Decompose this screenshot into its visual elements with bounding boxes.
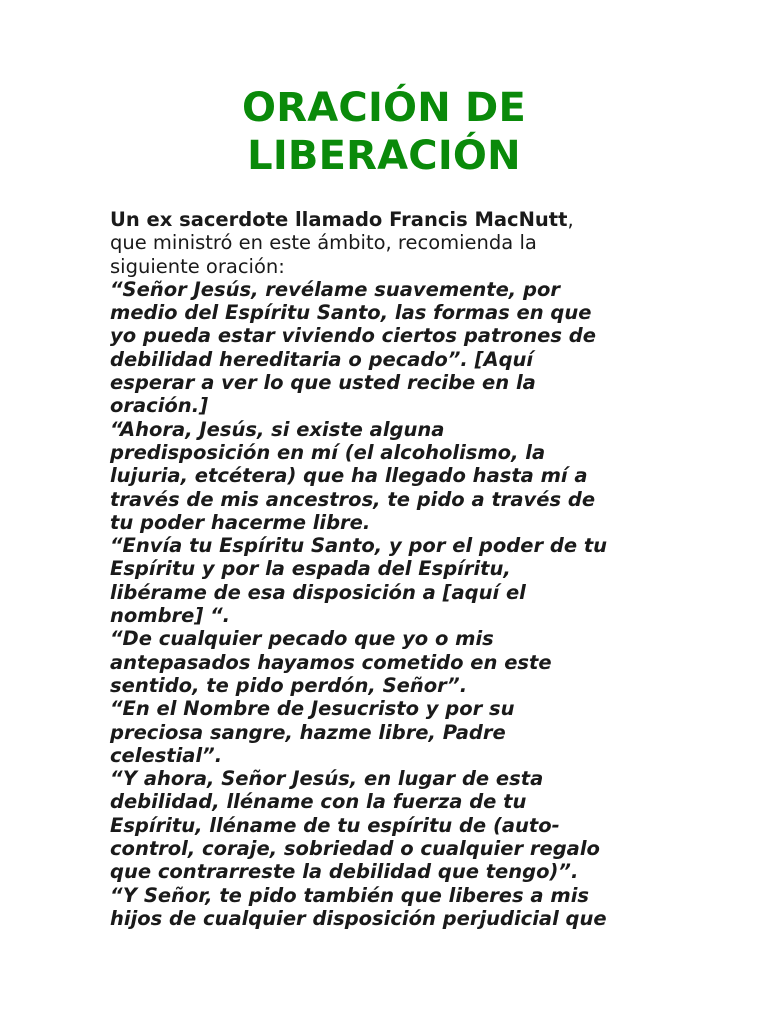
- intro-line-1: [110, 208, 658, 231]
- prayer-line: Espíritu y por la espada del Espíritu,: [110, 557, 511, 581]
- prayer-line: predisposición en mí (el alcoholismo, la: [110, 440, 546, 464]
- prayer-line: “Señor Jesús, revélame suavemente, por: [110, 277, 560, 301]
- prayer-line: oración.]: [110, 394, 209, 418]
- intro-line-3: siguiente oración:: [110, 254, 285, 278]
- prayer-line: “Ahora, Jesús, si existe alguna: [110, 417, 445, 441]
- prayer-line: lujuria, etcétera) que ha llegado hasta mí a: [110, 464, 588, 488]
- prayer-text: [110, 278, 658, 930]
- title-line-2: LIBERACIÓN: [247, 133, 521, 179]
- prayer-line: debilidad, lléname con la fuerza de tu: [110, 790, 527, 814]
- intro-comma: ,: [567, 208, 574, 231]
- prayer-line: sentido, te pido perdón, Señor”.: [110, 673, 468, 697]
- prayer-line: medio del Espíritu Santo, las formas en que: [110, 301, 592, 325]
- prayer-line: preciosa sangre, hazme libre, Padre: [110, 720, 506, 744]
- prayer-line: “Y ahora, Señor Jesús, en lugar de esta: [110, 767, 544, 791]
- prayer-line: que contrarreste la debilidad que tengo)”.: [110, 860, 579, 884]
- document-page: [110, 84, 658, 930]
- intro-line-2: que ministró en este ámbito, recomienda la: [110, 231, 537, 255]
- prayer-line: “En el Nombre de Jesucristo y por su: [110, 697, 515, 721]
- prayer-line: yo pueda estar viviendo ciertos patrones de: [110, 324, 596, 348]
- prayer-line: “De cualquier pecado que yo o mis: [110, 627, 494, 651]
- prayer-line: hijos de cualquier disposición perjudicial que: [110, 906, 607, 930]
- prayer-line: antepasados hayamos cometido en este: [110, 650, 552, 674]
- prayer-line: control, coraje, sobriedad o cualquier regalo: [110, 837, 600, 861]
- prayer-line: “Y Señor, te pido también que liberes a mis: [110, 883, 589, 907]
- prayer-line: debilidad hereditaria o pecado”. [Aquí: [110, 347, 534, 371]
- prayer-line: nombre] “.: [110, 604, 231, 628]
- prayer-line: libérame de esa disposición a [aquí el: [110, 580, 526, 604]
- prayer-line: través de mis ancestros, te pido a través de: [110, 487, 596, 511]
- prayer-line: “Envía tu Espíritu Santo, y por el poder de tu: [110, 534, 608, 558]
- prayer-line: celestial”.: [110, 743, 223, 767]
- title-line-1: ORACIÓN DE: [242, 85, 526, 131]
- document-body: [110, 208, 658, 930]
- document-title: [110, 84, 658, 180]
- prayer-line: esperar a ver lo que usted recibe en la: [110, 371, 536, 395]
- prayer-line: Espíritu, lléname de tu espíritu de (auto-: [110, 813, 560, 837]
- author-mention: Un ex sacerdote llamado Francis MacNutt: [110, 208, 568, 231]
- prayer-line: tu poder hacerme libre.: [110, 510, 371, 534]
